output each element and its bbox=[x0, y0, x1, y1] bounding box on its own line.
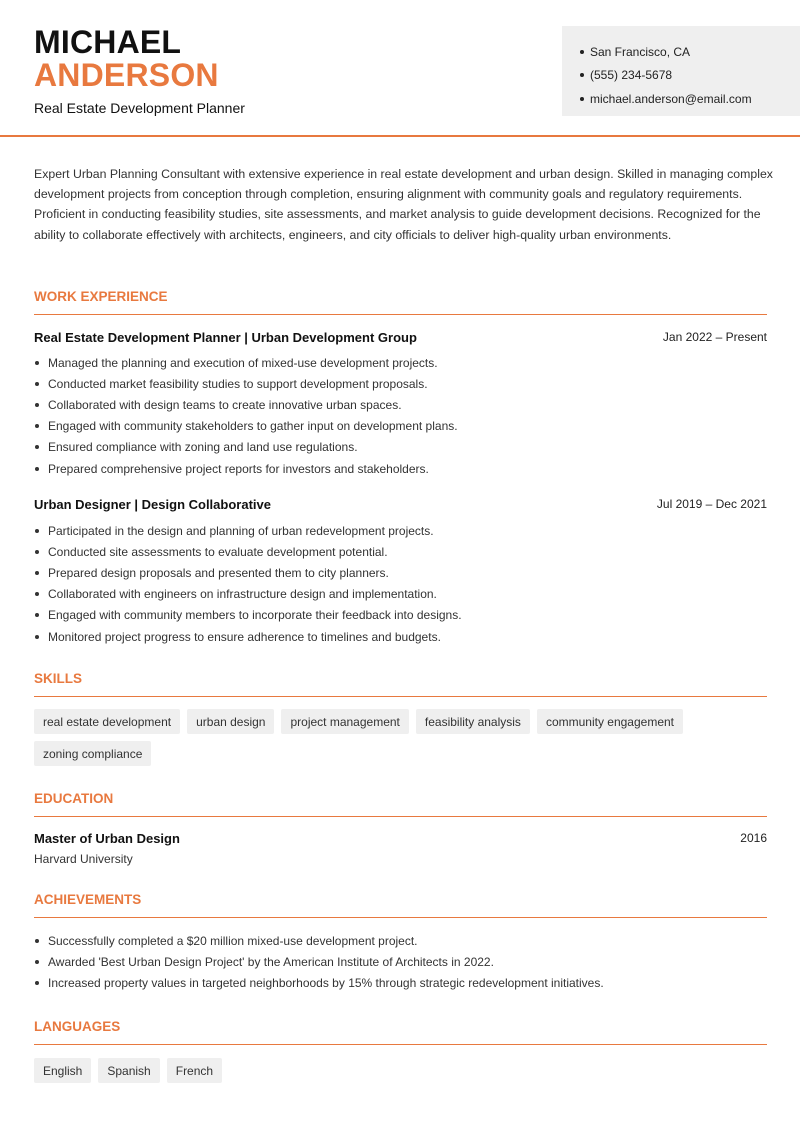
list-item-text: Conducted site assessments to evaluate development potential. bbox=[48, 544, 388, 559]
job-bullets bbox=[34, 520, 774, 647]
job-title: Real Estate Development Planner | Urban Development Group bbox=[34, 330, 417, 345]
list-item-text: Managed the planning and execution of mixed-use development projects. bbox=[48, 355, 438, 370]
list-item-text: Successfully completed a $20 million mixed-use development project. bbox=[48, 933, 418, 948]
contact-location-text: San Francisco, CA bbox=[590, 44, 691, 59]
skill-tag: real estate development bbox=[34, 709, 180, 734]
bullet-icon bbox=[580, 50, 584, 54]
list-item-text: Collaborated with design teams to create innovative urban spaces. bbox=[48, 397, 402, 412]
achievements-list bbox=[34, 930, 774, 994]
education-year: 2016 bbox=[740, 831, 767, 845]
last-name: ANDERSON bbox=[34, 57, 219, 93]
list-item bbox=[34, 416, 774, 437]
job-dates: Jul 2019 – Dec 2021 bbox=[656, 497, 767, 511]
bullet-icon bbox=[35, 382, 39, 386]
language-tag: English bbox=[34, 1058, 91, 1083]
contact-box bbox=[562, 26, 800, 116]
list-item bbox=[34, 930, 774, 951]
skill-tag: urban design bbox=[187, 709, 274, 734]
list-item-text: Engaged with community stakeholders to gather input on development plans. bbox=[48, 419, 458, 434]
skill-tag: community engagement bbox=[537, 709, 683, 734]
list-item-text: Monitored project progress to ensure adherence to timelines and budgets. bbox=[48, 629, 441, 644]
list-item-text: Participated in the design and planning of urban redevelopment projects. bbox=[48, 523, 434, 538]
resume-header bbox=[0, 0, 800, 137]
bullet-icon bbox=[35, 467, 39, 471]
bullet-icon bbox=[35, 445, 39, 449]
bullet-icon bbox=[35, 960, 39, 964]
bullet-icon bbox=[35, 613, 39, 617]
section-title-languages: LANGUAGES bbox=[34, 1019, 767, 1045]
list-item bbox=[34, 972, 774, 993]
contact-email-text: michael.anderson@email.com bbox=[590, 91, 752, 106]
bullet-icon bbox=[35, 403, 39, 407]
job-dates: Jan 2022 – Present bbox=[662, 330, 767, 344]
skill-tag: project management bbox=[281, 709, 408, 734]
list-item-text: Engaged with community members to incorporate their feedback into designs. bbox=[48, 608, 462, 623]
summary-paragraph: Expert Urban Planning Consultant with extensive experience in real estate development and urban design. Skilled in managing complex development projects from conception through completion, ensuring alignment with community goals and regulatory requirements. Proficient in conducting feasibility studies, site assessments, and market analysis to guide development decisions. Recognized for the ability to collaborate effectively with architects, engineers, and city officials to deliver high-quality urban environments. bbox=[34, 167, 773, 242]
list-item bbox=[34, 437, 774, 458]
list-item bbox=[34, 562, 774, 583]
bullet-icon bbox=[35, 361, 39, 365]
languages-list bbox=[34, 1058, 774, 1090]
section-title-achievements: ACHIEVEMENTS bbox=[34, 892, 767, 918]
job-title: Urban Designer | Design Collaborative bbox=[34, 497, 271, 512]
list-item bbox=[34, 584, 774, 605]
bullet-icon bbox=[580, 97, 584, 101]
list-item-text: Ensured compliance with zoning and land use regulations. bbox=[48, 440, 358, 455]
bullet-icon bbox=[35, 424, 39, 428]
section-title-skills: SKILLS bbox=[34, 671, 767, 697]
list-item bbox=[34, 394, 774, 415]
contact-location bbox=[580, 40, 800, 64]
education-school: Harvard University bbox=[34, 852, 133, 866]
list-item bbox=[34, 352, 774, 373]
list-item-text: Conducted market feasibility studies to support development proposals. bbox=[48, 376, 428, 391]
bullet-icon bbox=[35, 571, 39, 575]
bullet-icon bbox=[580, 73, 584, 77]
bullet-icon bbox=[35, 981, 39, 985]
language-tag: Spanish bbox=[98, 1058, 159, 1083]
section-title-education: EDUCATION bbox=[34, 791, 767, 817]
list-item-text: Prepared design proposals and presented them to city planners. bbox=[48, 565, 389, 580]
skill-tag: zoning compliance bbox=[34, 741, 151, 766]
skill-tag: feasibility analysis bbox=[416, 709, 530, 734]
bullet-icon bbox=[35, 939, 39, 943]
education-degree: Master of Urban Design bbox=[34, 831, 180, 846]
list-item-text: Collaborated with engineers on infrastructure design and implementation. bbox=[48, 587, 437, 602]
list-item bbox=[34, 626, 774, 647]
contact-phone bbox=[580, 64, 800, 88]
contact-phone-text: (555) 234-5678 bbox=[590, 68, 673, 83]
bullet-icon bbox=[35, 592, 39, 596]
contact-email bbox=[580, 87, 800, 111]
section-title-work: WORK EXPERIENCE bbox=[34, 289, 767, 315]
bullet-icon bbox=[35, 635, 39, 639]
list-item bbox=[34, 373, 774, 394]
list-item-text: Increased property values in targeted neighborhoods by 15% through strategic redevelopment initiatives. bbox=[48, 975, 604, 990]
job-headline: Real Estate Development Planner bbox=[34, 100, 245, 116]
list-item-text: Awarded 'Best Urban Design Project' by the American Institute of Architects in 2022. bbox=[48, 954, 494, 969]
first-name: MICHAEL bbox=[34, 24, 182, 60]
list-item bbox=[34, 458, 774, 479]
list-item bbox=[34, 951, 774, 972]
list-item bbox=[34, 520, 774, 541]
language-tag: French bbox=[167, 1058, 222, 1083]
bullet-icon bbox=[35, 550, 39, 554]
bullet-icon bbox=[35, 529, 39, 533]
list-item bbox=[34, 541, 774, 562]
list-item-text: Prepared comprehensive project reports for investors and stakeholders. bbox=[48, 461, 429, 476]
list-item bbox=[34, 605, 774, 626]
skills-list bbox=[34, 709, 774, 773]
job-bullets bbox=[34, 352, 774, 479]
